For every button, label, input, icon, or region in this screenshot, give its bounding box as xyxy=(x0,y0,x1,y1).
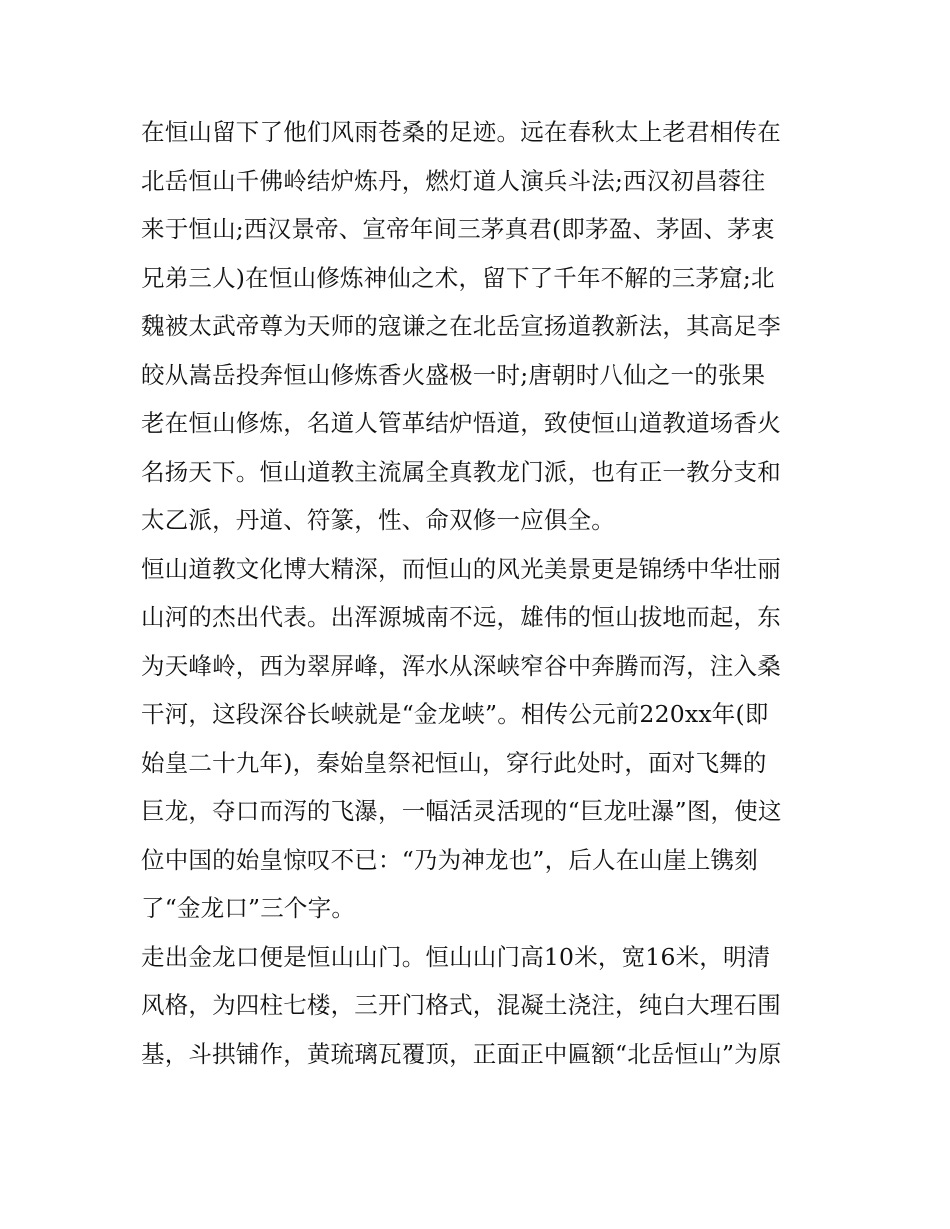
text-line: 风格，为四柱七楼，三开门格式，混凝土浇注，纯白大理石围 xyxy=(141,991,781,1019)
text-line: 了“金龙口”三个字。 xyxy=(141,894,356,922)
text-line: 干河，这段深谷长峡就是“金龙峡”。相传公元前220xx年(即 xyxy=(141,700,769,728)
text-line: 在恒山留下了他们风雨苍桑的足迹。远在春秋太上老君相传在 xyxy=(141,118,781,146)
text-line: 基，斗拱铺作，黄琉璃瓦覆顶，正面正中匾额“北岳恒山”为原 xyxy=(141,1039,782,1068)
text-line: 始皇二十九年)，秦始皇祭祀恒山，穿行此处时，面对飞舞的 xyxy=(141,748,767,777)
text-line: 位中国的始皇惊叹不已：“乃为神龙也”，后人在山崖上镌刻 xyxy=(141,845,758,874)
text-line: 为天峰岭，西为翠屏峰，浑水从深峡窄谷中奔腾而泻，注入桑 xyxy=(141,651,781,680)
text-line: 山河的杰出代表。出浑源城南不远，雄伟的恒山拔地而起，东 xyxy=(141,603,781,631)
text-line: 恒山道教文化博大精深，而恒山的风光美景更是锦绣中华壮丽 xyxy=(141,554,781,583)
body-text xyxy=(141,108,813,1078)
text-line: 巨龙，夺口而泻的飞瀑，一幅活灵活现的“巨龙吐瀑”图，使这 xyxy=(141,797,782,825)
text-line: 名扬天下。恒山道教主流属全真教龙门派，也有正一教分支和 xyxy=(141,457,781,486)
text-line: 兄弟三人)在恒山修炼神仙之术，留下了千年不解的三茅窟;北 xyxy=(141,263,775,292)
text-line: 北岳恒山千佛岭结炉炼丹，燃灯道人演兵斗法;西汉初昌蓉往 xyxy=(141,166,766,195)
text-line: 皎从嵩岳投奔恒山修炼香火盛极一时;唐朝时八仙之一的张果 xyxy=(141,360,766,389)
text-line: 来于恒山;西汉景帝、宣帝年间三茅真君(即茅盈、茅固、茅衷 xyxy=(141,215,775,243)
text-line: 魏被太武帝尊为天师的寇谦之在北岳宣扬道教新法，其高足李 xyxy=(141,312,781,340)
text-line: 走出金龙口便是恒山山门。恒山山门高10米，宽16米，明清 xyxy=(141,942,771,971)
text-line: 太乙派，丹道、符篆，性、命双修一应俱全。 xyxy=(141,506,615,534)
text-line: 老在恒山修炼，名道人管革结炉悟道，致使恒山道教道场香火 xyxy=(141,409,781,437)
